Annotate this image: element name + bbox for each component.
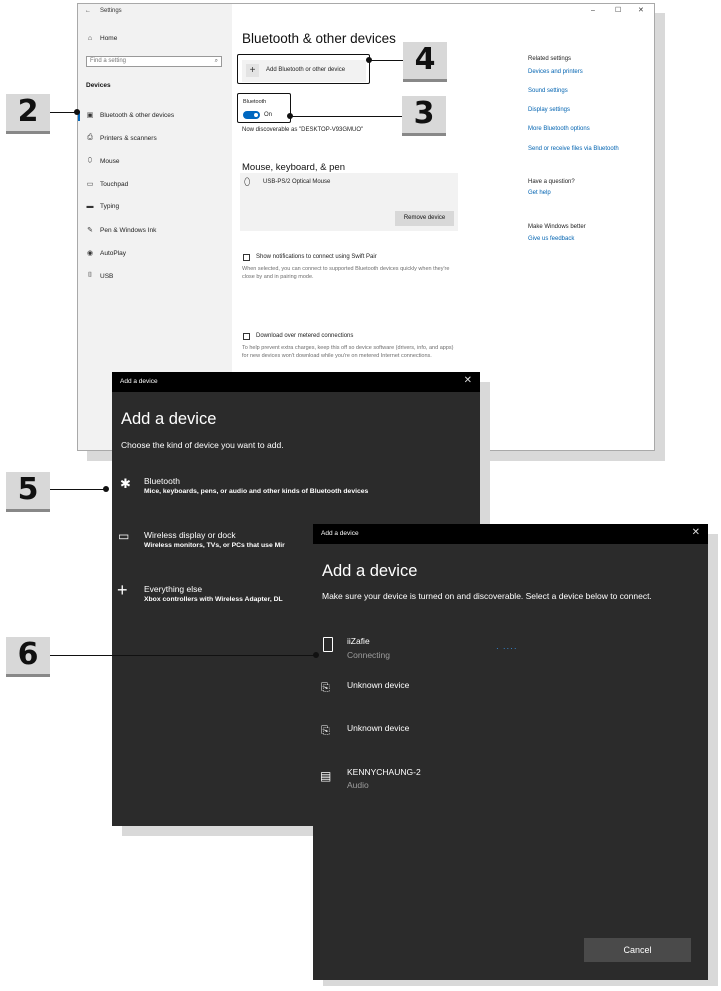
device-name: iiZafie bbox=[347, 636, 370, 646]
devices-section-heading: Devices bbox=[86, 82, 111, 89]
search-input[interactable] bbox=[86, 56, 222, 67]
plus-icon: + bbox=[246, 64, 259, 77]
callout-3: 3 bbox=[402, 96, 446, 136]
dialog2-subtitle: Make sure your device is turned on and discoverable. Select a device below to connect. bbox=[322, 591, 652, 601]
autoplay-icon: ◉ bbox=[86, 250, 94, 257]
related-settings-heading: Related settings bbox=[528, 56, 572, 62]
option-title: Wireless display or dock bbox=[144, 530, 236, 540]
dialog1-subtitle: Choose the kind of device you want to add. bbox=[121, 440, 284, 450]
home-label: Home bbox=[100, 35, 118, 42]
close-icon[interactable]: ✕ bbox=[463, 375, 472, 386]
sidebar-item-printers[interactable] bbox=[86, 134, 157, 142]
page-title: Bluetooth & other devices bbox=[242, 31, 396, 46]
phone-icon bbox=[323, 637, 333, 652]
dialog2-title: Add a device bbox=[321, 530, 359, 537]
sound-settings-link[interactable]: Sound settings bbox=[528, 88, 568, 94]
callout-5-dot bbox=[103, 486, 109, 492]
discoverable-text: Now discoverable as "DESKTOP-V93GMUO" bbox=[242, 127, 364, 133]
display-settings-link[interactable]: Display settings bbox=[528, 107, 571, 113]
metered-checkbox[interactable] bbox=[243, 333, 250, 340]
metered-description: To help prevent extra charges, keep this off so device software (drivers, info, and apps) for new devices won't download while you're on metered Internet connections. bbox=[242, 345, 454, 359]
option-bluetooth[interactable] bbox=[112, 470, 480, 506]
option-description: Mice, keyboards, pens, or audio and other kinds of Bluetooth devices bbox=[144, 488, 369, 495]
sidebar-item-touchpad[interactable] bbox=[86, 180, 128, 188]
callout-4: 4 bbox=[403, 42, 447, 82]
bluetooth-state: On bbox=[264, 112, 273, 118]
bluetooth-devices-icon: ▣ bbox=[86, 112, 94, 119]
dialog2-heading: Add a device bbox=[322, 562, 418, 580]
sidebar-item-label: USB bbox=[100, 272, 114, 280]
sidebar-item-label: Typing bbox=[100, 203, 120, 210]
callout-5: 5 bbox=[6, 472, 50, 512]
minimize-button[interactable]: – bbox=[591, 7, 595, 14]
device-item-unknown-1[interactable] bbox=[313, 676, 708, 702]
device-item-iizafie[interactable] bbox=[313, 632, 708, 666]
computer-icon: ▤ bbox=[320, 769, 332, 783]
device-name: KENNYCHAUNG-2 bbox=[347, 767, 421, 777]
device-name: Unknown device bbox=[347, 680, 410, 690]
sidebar-item-label: AutoPlay bbox=[100, 249, 127, 257]
add-device-dialog-2 bbox=[313, 524, 708, 980]
sidebar-item-autoplay[interactable] bbox=[86, 249, 126, 257]
dialog1-titlebar bbox=[112, 372, 480, 392]
callout-6-dot bbox=[313, 652, 319, 658]
plus-icon: + bbox=[117, 580, 128, 600]
sidebar-item-usb[interactable] bbox=[86, 272, 113, 280]
sidebar-item-mouse[interactable] bbox=[86, 157, 120, 165]
callout-4-outline bbox=[237, 54, 370, 84]
cancel-button[interactable]: Cancel bbox=[584, 938, 691, 962]
sidebar-item-label: Bluetooth & other devices bbox=[100, 111, 175, 119]
add-device-label: Add Bluetooth or other device bbox=[266, 67, 346, 73]
mouse-icon: ⬯ bbox=[244, 177, 251, 188]
usb-icon: ⌷ bbox=[87, 272, 93, 279]
sidebar-item-label: Pen & Windows Ink bbox=[100, 226, 157, 234]
callout-2: 2 bbox=[6, 94, 50, 134]
device-item-kennychaung[interactable] bbox=[313, 764, 708, 798]
devices-printers-link[interactable]: Devices and printers bbox=[528, 69, 583, 75]
get-help-link[interactable]: Get help bbox=[528, 190, 551, 196]
monitor-icon: ▭ bbox=[118, 529, 130, 543]
device-icon: ⎘ bbox=[321, 725, 330, 737]
callout-3-line bbox=[290, 116, 402, 117]
callout-6-line bbox=[50, 655, 314, 656]
sidebar-item-bluetooth[interactable] bbox=[86, 111, 174, 119]
dialog1-heading: Add a device bbox=[121, 410, 217, 428]
remove-device-button[interactable]: Remove device bbox=[395, 211, 454, 226]
sidebar-item-typing[interactable] bbox=[86, 203, 119, 210]
callout-3-outline bbox=[237, 93, 291, 123]
device-item-unknown-2[interactable] bbox=[313, 719, 708, 745]
progress-dots: · ···· bbox=[496, 644, 518, 653]
device-card[interactable] bbox=[240, 173, 458, 231]
sidebar-item-label: Mouse bbox=[100, 157, 120, 165]
bluetooth-icon: ✱ bbox=[120, 476, 131, 491]
sidebar-item-label: Printers & scanners bbox=[100, 134, 157, 142]
device-status: Audio bbox=[347, 780, 369, 790]
question-heading: Have a question? bbox=[528, 179, 575, 185]
mouse-section-heading: Mouse, keyboard, & pen bbox=[242, 162, 345, 173]
metered-label: Download over metered connections bbox=[256, 333, 354, 339]
keyboard-icon: ▬ bbox=[86, 203, 94, 210]
maximize-button[interactable]: ☐ bbox=[615, 7, 622, 14]
bluetooth-label: Bluetooth bbox=[243, 99, 267, 105]
touchpad-icon: ▭ bbox=[86, 181, 94, 188]
option-description: Wireless monitors, TVs, or PCs that use Mir bbox=[144, 542, 285, 549]
search-placeholder: Find a setting bbox=[90, 58, 127, 64]
dialog1-title: Add a device bbox=[120, 378, 158, 385]
home-icon: ⌂ bbox=[87, 35, 93, 42]
send-receive-files-link[interactable]: Send or receive files via Bluetooth bbox=[528, 146, 619, 152]
option-title: Bluetooth bbox=[144, 476, 180, 486]
back-arrow-icon[interactable]: ← bbox=[85, 8, 91, 14]
pen-icon: ✎ bbox=[87, 227, 93, 234]
callout-5-line bbox=[50, 489, 106, 490]
feedback-link[interactable]: Give us feedback bbox=[528, 236, 575, 242]
device-icon: ⎘ bbox=[321, 682, 330, 694]
device-name: USB-PS/2 Optical Mouse bbox=[263, 179, 331, 185]
callout-6: 6 bbox=[6, 637, 50, 677]
search-icon: ⌕ bbox=[214, 58, 218, 64]
swift-pair-description: When selected, you can connect to supported Bluetooth devices quickly when they're close by and in pairing mode. bbox=[242, 266, 450, 280]
sidebar-item-label: Touchpad bbox=[100, 180, 129, 188]
option-title: Everything else bbox=[144, 584, 203, 594]
mouse-icon: ⬯ bbox=[87, 157, 93, 164]
bluetooth-options-link[interactable]: More Bluetooth options bbox=[528, 126, 590, 132]
swift-pair-label: Show notifications to connect using Swift Pair bbox=[256, 254, 377, 260]
swift-pair-checkbox[interactable] bbox=[243, 254, 250, 261]
window-title: Settings bbox=[100, 8, 122, 14]
device-status: Connecting bbox=[347, 650, 391, 660]
sidebar-item-pen[interactable] bbox=[86, 226, 156, 234]
option-description: Xbox controllers with Wireless Adapter, DL bbox=[144, 596, 283, 603]
close-icon[interactable]: ✕ bbox=[691, 527, 700, 538]
better-heading: Make Windows better bbox=[528, 224, 586, 230]
printer-icon: ⎙ bbox=[87, 134, 93, 141]
sidebar-home[interactable] bbox=[86, 35, 117, 42]
close-button[interactable]: ✕ bbox=[638, 7, 644, 14]
dialog2-titlebar bbox=[313, 524, 708, 544]
device-name: Unknown device bbox=[347, 723, 410, 733]
callout-4-line bbox=[369, 60, 403, 61]
callout-2-dot bbox=[74, 109, 80, 115]
